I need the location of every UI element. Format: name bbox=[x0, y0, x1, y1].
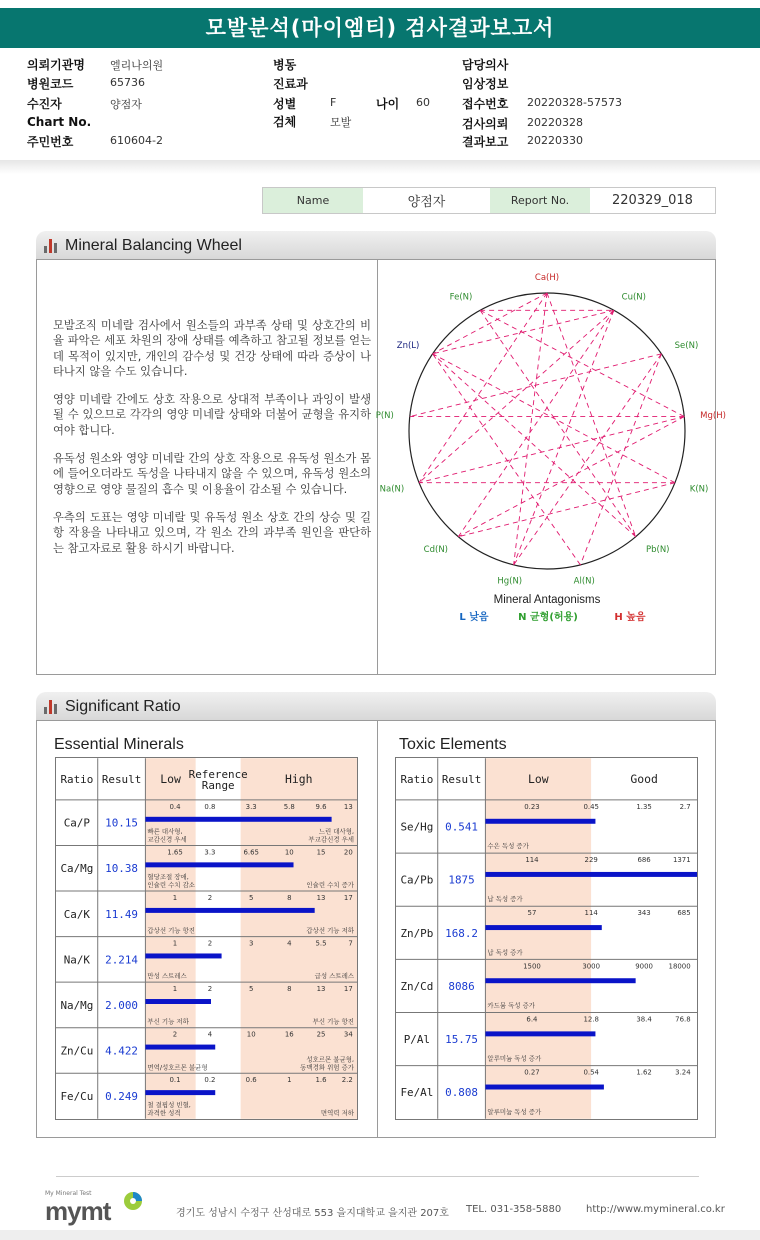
legend-item: N 균형(허용) bbox=[518, 612, 578, 623]
row-result: 11.49 bbox=[105, 907, 138, 921]
info-value: 20220330 bbox=[527, 134, 583, 147]
tick-label: 6.4 bbox=[526, 1015, 538, 1024]
tick-label: 686 bbox=[637, 856, 651, 865]
tick-label: 8 bbox=[287, 893, 292, 902]
tick-label: 4 bbox=[287, 939, 292, 948]
range-zone bbox=[485, 758, 591, 1119]
header-ratio: Ratio bbox=[60, 773, 94, 787]
tick-label: 10 bbox=[246, 1030, 256, 1039]
tick-label: 1 bbox=[287, 1076, 292, 1085]
value-bar bbox=[145, 817, 331, 822]
high-note: 면역력 저하 bbox=[320, 1108, 355, 1117]
element-label-pb: Pb(N) bbox=[645, 544, 670, 555]
brand-logo: mymt bbox=[45, 1196, 111, 1226]
info-label: 성별 bbox=[273, 97, 297, 111]
element-label-cd: Cd(N) bbox=[423, 544, 449, 555]
tick-label: 34 bbox=[343, 1030, 353, 1039]
range-zone bbox=[591, 758, 697, 1119]
info-value: 20220328-57573 bbox=[527, 96, 622, 109]
row-ratio: Zn/Cd bbox=[400, 979, 434, 993]
paragraph: 모발조직 미네랄 검사에서 원소들의 과부족 상태 및 상호간의 비율 파악은 세포 차원의 장애 상태를 예측하고 참고될 정보를 얻는데 목적이 있지만, 개인의 감수성 및 건강 상태에 따라 증상이 나타나지 않을 수도 있습니다. bbox=[53, 319, 371, 378]
address: 경기도 성남시 수정구 산성대로 553 을지대학교 을지관 207호 bbox=[176, 1208, 449, 1219]
antagonism-line bbox=[480, 310, 684, 416]
mineral-antagonism-wheel bbox=[375, 260, 726, 674]
tick-label: 1.62 bbox=[636, 1068, 652, 1077]
tick-label: 0.54 bbox=[583, 1068, 599, 1077]
element-label-p: P(N) bbox=[375, 410, 394, 421]
high-note: 급성 스트레스 bbox=[314, 972, 355, 981]
antagonism-line bbox=[458, 417, 684, 537]
row-result: 8086 bbox=[448, 979, 475, 993]
value-bar bbox=[485, 1031, 595, 1036]
info-label: 임상정보 bbox=[462, 77, 509, 91]
tick-label: 57 bbox=[527, 909, 537, 918]
info-value: 60 bbox=[416, 96, 430, 109]
report-no-value: 220329_018 bbox=[590, 188, 715, 213]
info-value: 엘리나의원 bbox=[110, 59, 164, 72]
tick-label: 12.8 bbox=[583, 1015, 599, 1024]
leaf-logo-icon bbox=[122, 1190, 144, 1212]
header-ref: Reference bbox=[188, 768, 248, 782]
element-label-mg: Mg(H) bbox=[700, 410, 726, 421]
info-label: 담당의사 bbox=[462, 58, 509, 72]
row-result: 2.000 bbox=[105, 998, 138, 1012]
essential-minerals-table bbox=[55, 757, 358, 1120]
antagonism-line bbox=[458, 483, 675, 537]
tick-label: 17 bbox=[343, 985, 353, 994]
row-result: 0.541 bbox=[445, 820, 478, 834]
low-note: 만성 스트레스 bbox=[147, 972, 187, 981]
tick-label: 16 bbox=[284, 1030, 294, 1039]
row-ratio: Se/Hg bbox=[400, 820, 434, 834]
header-high: High bbox=[285, 772, 313, 787]
info-label: 주민번호 bbox=[27, 135, 74, 149]
name-value: 양점자 bbox=[363, 188, 490, 213]
info-value: 65736 bbox=[110, 76, 145, 89]
row-result: 0.249 bbox=[105, 1089, 138, 1103]
row-result: 15.75 bbox=[445, 1033, 478, 1047]
info-label: 검사의뢰 bbox=[462, 117, 509, 131]
row-ratio: Fe/Al bbox=[400, 1086, 434, 1100]
element-label-ca: Ca(H) bbox=[534, 273, 560, 283]
bar-chart-icon bbox=[44, 700, 57, 714]
row-ratio: Ca/P bbox=[63, 816, 90, 830]
antagonism-line bbox=[419, 293, 547, 483]
value-bar bbox=[485, 925, 601, 930]
footer-divider bbox=[56, 1176, 699, 1177]
info-label: 수진자 bbox=[27, 97, 62, 111]
report-no-label: Report No. bbox=[490, 188, 590, 213]
legend-item: H 높음 bbox=[614, 612, 646, 623]
info-label: 의뢰기관명 bbox=[27, 58, 85, 72]
info-label: 나이 bbox=[376, 97, 400, 111]
low-note: 빠른 대사형, bbox=[147, 827, 183, 836]
tick-label: 5 bbox=[248, 985, 254, 994]
tick-label: 1500 bbox=[523, 962, 541, 971]
high-note: 인슐린 수치 증가 bbox=[306, 881, 355, 890]
tick-label: 5.5 bbox=[315, 939, 327, 948]
header-result: Result bbox=[441, 773, 482, 787]
element-label-fe: Fe(N) bbox=[449, 292, 473, 303]
row-result: 4.422 bbox=[105, 1044, 138, 1058]
high-note: 동맥경화 위험 증가 bbox=[300, 1063, 355, 1072]
tick-label: 3 bbox=[248, 939, 254, 948]
tick-label: 0.4 bbox=[169, 802, 181, 811]
low-note: 과격한 성격 bbox=[147, 1108, 181, 1117]
high-note: 부신 기능 항진 bbox=[312, 1017, 355, 1026]
tick-label: 3.24 bbox=[675, 1068, 691, 1077]
patient-info bbox=[0, 52, 760, 152]
low-note: 교감신경 우세 bbox=[147, 835, 187, 844]
tick-label: 1 bbox=[172, 985, 178, 994]
high-note: 성호르몬 불균형, bbox=[306, 1055, 355, 1064]
tick-label: 1.6 bbox=[315, 1076, 327, 1085]
website-link[interactable]: http://www.mymineral.co.kr bbox=[586, 1204, 725, 1215]
tick-label: 20 bbox=[343, 848, 353, 857]
tick-label: 0.1 bbox=[169, 1076, 181, 1085]
info-label: 검체 bbox=[273, 115, 297, 129]
tick-label: 1 bbox=[172, 893, 178, 902]
toxic-title: Toxic Elements bbox=[399, 736, 507, 753]
value-bar bbox=[485, 978, 635, 983]
tick-label: 2 bbox=[172, 1030, 178, 1039]
bottom-bar bbox=[0, 1230, 760, 1240]
tick-label: 13 bbox=[316, 985, 326, 994]
row-note: 카드뮴 독성 증가 bbox=[487, 1001, 536, 1010]
paragraph: 유독성 원소와 영양 미네랄 간의 상호 작용으로 유독성 원소가 몸에 들어오더라도 독성을 나타내지 않을 수 있으며, 유독성 원소의 영향으로 영양 물질의 흡수 및 이용율이 감소될 수 있습니다. bbox=[53, 452, 371, 496]
legend-item: L 낮음 bbox=[459, 612, 489, 623]
section-header-wheel bbox=[36, 231, 716, 260]
tick-label: 2.7 bbox=[679, 802, 691, 811]
high-note: 갑상선 기능 저하 bbox=[306, 926, 355, 935]
row-ratio: Ca/K bbox=[63, 907, 90, 921]
tick-label: 685 bbox=[677, 909, 691, 918]
info-value: 모발 bbox=[330, 116, 352, 129]
tick-label: 0.2 bbox=[204, 1076, 216, 1085]
info-value: F bbox=[330, 96, 337, 109]
low-note: 면역/성호르몬 불균형 bbox=[147, 1063, 208, 1072]
row-ratio: Ca/Pb bbox=[400, 873, 434, 887]
tick-label: 3.3 bbox=[204, 848, 216, 857]
tick-label: 114 bbox=[584, 909, 598, 918]
tick-label: 76.8 bbox=[675, 1015, 691, 1024]
element-label-na: Na(N) bbox=[379, 484, 405, 495]
element-label-hg: Hg(N) bbox=[497, 576, 523, 587]
low-note: 부신 기능 저하 bbox=[147, 1017, 189, 1026]
low-note: 철 결핍성 빈혈, bbox=[147, 1100, 191, 1109]
row-result: 10.15 bbox=[105, 816, 138, 830]
tick-label: 0.6 bbox=[245, 1076, 257, 1085]
row-ratio: Na/K bbox=[63, 953, 90, 967]
brand-tagline: My Mineral Test bbox=[45, 1190, 92, 1197]
tick-label: 9.6 bbox=[315, 802, 327, 811]
tick-label: 9000 bbox=[635, 962, 653, 971]
element-label-cu: Cu(N) bbox=[621, 292, 646, 303]
row-result: 2.214 bbox=[105, 953, 138, 967]
row-note: 알루미늄 독성 증가 bbox=[487, 1054, 542, 1063]
header-result: Result bbox=[101, 773, 142, 787]
tick-label: 114 bbox=[525, 856, 539, 865]
row-result: 10.38 bbox=[105, 862, 138, 876]
info-value: 양점자 bbox=[110, 98, 142, 111]
wheel-circle bbox=[409, 293, 685, 569]
antagonism-line bbox=[419, 417, 684, 483]
tick-label: 10 bbox=[284, 848, 294, 857]
tick-label: 18000 bbox=[668, 962, 691, 971]
antagonism-line bbox=[433, 354, 636, 537]
element-label-k: K(N) bbox=[689, 484, 709, 495]
row-result: 1875 bbox=[448, 873, 475, 887]
low-note: 인슐린 수치 감소 bbox=[147, 881, 196, 890]
value-bar bbox=[145, 999, 211, 1004]
row-ratio: Fe/Cu bbox=[60, 1089, 94, 1103]
tick-label: 5.8 bbox=[283, 802, 295, 811]
tick-label: 1371 bbox=[672, 856, 691, 865]
name-bar bbox=[262, 187, 716, 214]
header-ref: Range bbox=[201, 778, 235, 792]
report-title: 모발분석(마이엠티) 검사결과보고서 bbox=[0, 8, 760, 48]
tick-label: 17 bbox=[343, 893, 353, 902]
phone: TEL. 031-358-5880 bbox=[466, 1204, 562, 1215]
divider bbox=[0, 160, 760, 174]
tick-label: 5 bbox=[248, 893, 254, 902]
info-value: 20220328 bbox=[527, 116, 583, 129]
tick-label: 3000 bbox=[582, 962, 601, 971]
tick-label: 0.27 bbox=[524, 1068, 540, 1077]
value-bar bbox=[145, 1045, 215, 1050]
low-note: 갑상선 기능 항진 bbox=[147, 926, 196, 935]
antagonism-line bbox=[580, 354, 661, 565]
wheel-description bbox=[53, 318, 371, 569]
tick-label: 2 bbox=[207, 985, 213, 994]
value-bar bbox=[485, 1085, 603, 1090]
high-note: 느린 대사형, bbox=[318, 827, 355, 836]
value-bar bbox=[145, 1090, 215, 1095]
antagonism-line bbox=[547, 293, 636, 537]
name-label: Name bbox=[263, 188, 363, 213]
header-good: Good bbox=[630, 772, 658, 787]
info-label: 병원코드 bbox=[27, 77, 74, 91]
row-ratio: P/Al bbox=[403, 1033, 430, 1047]
info-label: 결과보고 bbox=[462, 135, 509, 149]
row-note: 수은 독성 증가 bbox=[487, 842, 529, 851]
value-bar bbox=[145, 862, 293, 867]
info-value: 610604-2 bbox=[110, 134, 163, 147]
info-label: Chart No. bbox=[27, 115, 92, 129]
info-label: 접수번호 bbox=[462, 97, 509, 111]
section-header-ratio bbox=[36, 692, 716, 721]
row-ratio: Na/Mg bbox=[60, 998, 94, 1012]
footer bbox=[0, 1182, 760, 1232]
tick-label: 0.45 bbox=[583, 802, 599, 811]
paragraph: 영양 미네랄 간에도 상호 작용으로 상대적 부족이나 과잉이 발생될 수 있으므로 각각의 영양 미네랄 상태와 더불어 균형을 유지하여야 합니다. bbox=[53, 393, 371, 437]
bar-chart-icon bbox=[44, 239, 57, 253]
header-low: Low bbox=[160, 772, 181, 787]
tick-label: 1.65 bbox=[167, 848, 183, 857]
tick-label: 1 bbox=[172, 939, 178, 948]
tick-label: 6.65 bbox=[243, 848, 259, 857]
toxic-elements-table bbox=[395, 757, 698, 1120]
wheel-panel bbox=[36, 259, 726, 675]
element-label-zn: Zn(L) bbox=[396, 340, 420, 351]
tick-label: 0.23 bbox=[524, 802, 540, 811]
tick-label: 0.8 bbox=[204, 802, 216, 811]
tick-label: 2 bbox=[207, 939, 213, 948]
tick-label: 7 bbox=[348, 939, 353, 948]
tick-label: 38.4 bbox=[636, 1015, 652, 1024]
info-label: 병동 bbox=[273, 58, 297, 72]
row-ratio: Zn/Cu bbox=[60, 1044, 94, 1058]
section-title: Mineral Balancing Wheel bbox=[65, 236, 242, 254]
low-note: 혈당조절 장애, bbox=[147, 873, 189, 882]
row-ratio: Ca/Mg bbox=[60, 862, 94, 876]
tick-label: 2.2 bbox=[341, 1076, 353, 1085]
row-result: 0.808 bbox=[445, 1086, 478, 1100]
row-note: 알루미늄 독성 증가 bbox=[487, 1107, 542, 1116]
tick-label: 229 bbox=[584, 856, 598, 865]
row-result: 168.2 bbox=[445, 926, 478, 940]
essential-title: Essential Minerals bbox=[54, 736, 184, 753]
value-bar bbox=[145, 908, 314, 913]
antagonism-line bbox=[433, 310, 614, 354]
info-label: 진료과 bbox=[273, 77, 308, 91]
antagonism-line bbox=[514, 310, 614, 565]
wheel-caption: Mineral Antagonisms bbox=[493, 594, 601, 606]
tick-label: 1.35 bbox=[636, 802, 652, 811]
tick-label: 13 bbox=[316, 893, 326, 902]
panel-divider bbox=[377, 721, 378, 1137]
paragraph: 우측의 도표는 영양 미네랄 및 유독성 원소 상호 간의 상승 및 길항 작용을 나타내고 있으며, 각 원소 간의 과부족 원인을 판단하는 참고자료로 활용 하시기 바랍니다. bbox=[53, 510, 371, 555]
high-note: 부교감신경 우세 bbox=[308, 835, 355, 844]
tick-label: 15 bbox=[316, 848, 326, 857]
tick-label: 4 bbox=[207, 1030, 213, 1039]
tick-label: 343 bbox=[637, 909, 651, 918]
element-label-al: Al(N) bbox=[573, 576, 595, 587]
value-bar bbox=[145, 953, 221, 958]
header-ratio: Ratio bbox=[400, 773, 434, 787]
tick-label: 2 bbox=[207, 893, 213, 902]
value-bar bbox=[485, 819, 595, 824]
header-low: Low bbox=[527, 772, 549, 787]
tick-label: 13 bbox=[343, 802, 353, 811]
element-label-se: Se(N) bbox=[674, 340, 699, 351]
row-ratio: Zn/Pb bbox=[400, 926, 434, 940]
row-note: 납 독성 증가 bbox=[487, 895, 523, 904]
value-bar bbox=[485, 872, 697, 877]
tick-label: 3.3 bbox=[245, 802, 257, 811]
row-note: 납 독성 증가 bbox=[487, 948, 523, 957]
section-title: Significant Ratio bbox=[65, 697, 181, 715]
tick-label: 8 bbox=[287, 985, 292, 994]
tick-label: 25 bbox=[316, 1030, 326, 1039]
